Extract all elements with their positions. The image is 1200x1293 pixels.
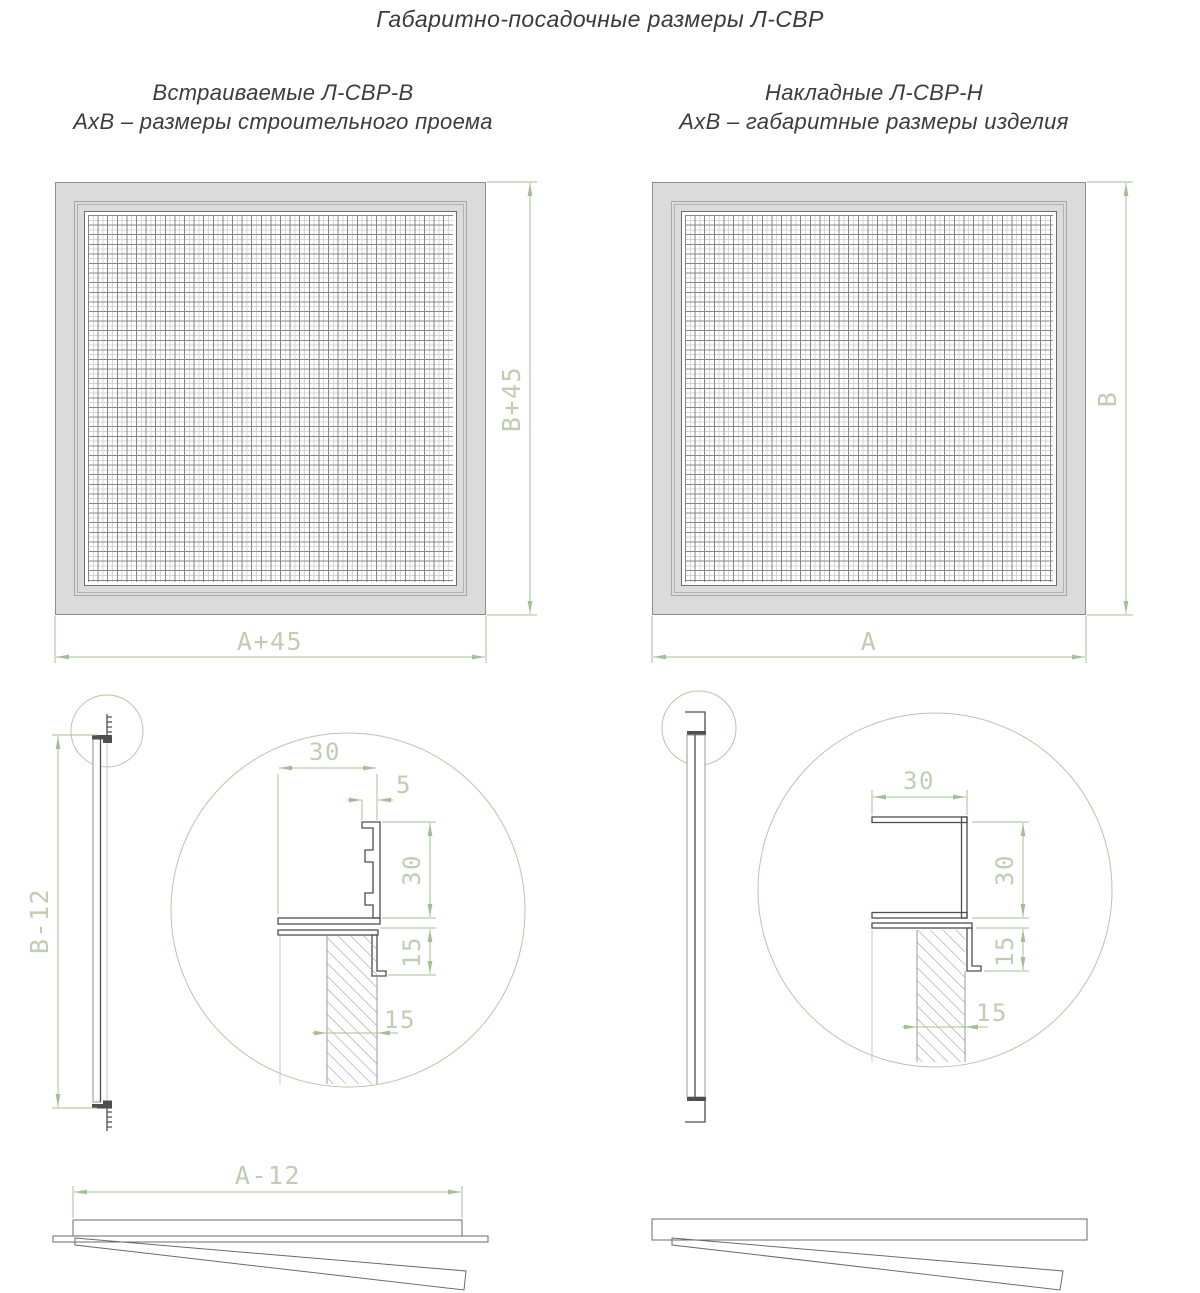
side-view-recessed bbox=[71, 695, 143, 1131]
heading-recessed-line1: Встраиваемые Л-СВР-В bbox=[152, 80, 414, 105]
dim-label-right-width: А bbox=[860, 627, 878, 656]
detail-surface-profile bbox=[872, 817, 981, 1062]
dim-label-wall-inset-left: 15 bbox=[398, 936, 426, 968]
dim-label-frame-width-right: 30 bbox=[903, 767, 935, 795]
dim-label-right-height: В bbox=[1093, 390, 1122, 408]
dim-label-left-height: В+45 bbox=[497, 365, 526, 433]
heading-surface-line2: АхВ – габаритные размеры изделия bbox=[679, 109, 1069, 134]
dim-left-side bbox=[52, 735, 97, 1108]
heading-surface-line1: Накладные Л-СВР-Н bbox=[765, 80, 983, 105]
heading-recessed-line2: АхВ – размеры строительного проема bbox=[73, 109, 493, 134]
side-view-surface bbox=[662, 691, 736, 1122]
dim-left-front bbox=[55, 182, 537, 663]
dim-right-front bbox=[652, 182, 1133, 663]
dim-label-left-bottom-width: А-12 bbox=[234, 1161, 302, 1190]
detail-recessed-profile bbox=[278, 822, 386, 1084]
dim-label-left-side-height: В-12 bbox=[25, 887, 54, 955]
page-title: Габаритно-посадочные размеры Л-СВР bbox=[376, 6, 824, 32]
dim-label-wall-inset-right: 15 bbox=[991, 935, 1019, 967]
dim-label-frame-depth-right: 30 bbox=[991, 854, 1019, 886]
dim-label-left-width: А+45 bbox=[236, 627, 304, 656]
dim-left-bottom bbox=[73, 1186, 462, 1218]
dim-label-lip-left: 5 bbox=[396, 771, 412, 799]
bottom-view-surface bbox=[652, 1219, 1087, 1290]
dim-label-frame-width-left: 30 bbox=[309, 738, 341, 766]
dim-label-wall-thickness-right: 15 bbox=[976, 999, 1008, 1027]
bottom-view-recessed bbox=[53, 1220, 488, 1290]
dim-label-frame-depth-left: 30 bbox=[398, 854, 426, 886]
dim-label-wall-thickness-left: 15 bbox=[384, 1006, 416, 1034]
